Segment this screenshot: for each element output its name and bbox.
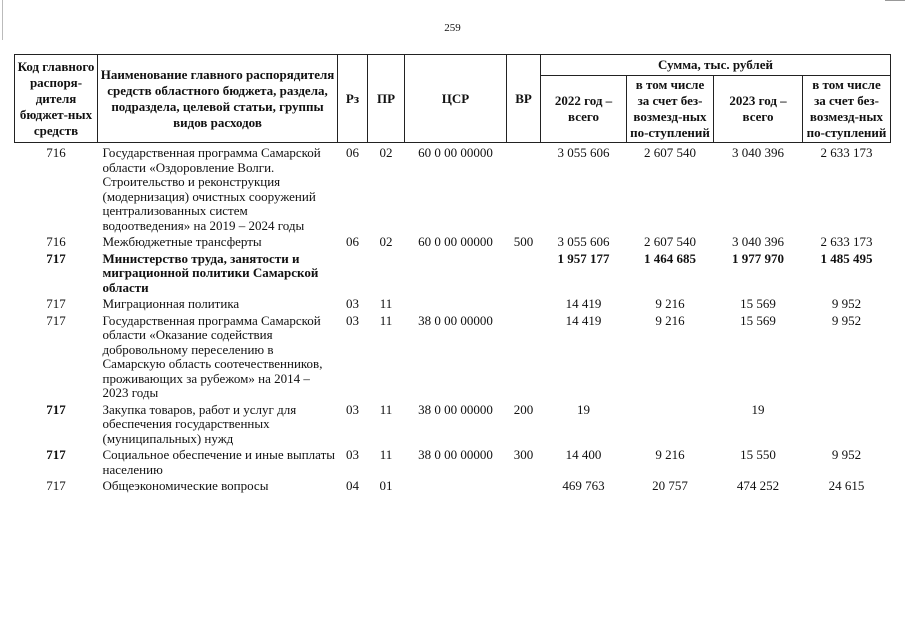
header-csr: ЦСР	[405, 55, 507, 143]
cell-2022-gratuitous: 2 607 540	[644, 234, 696, 249]
cell-code: 717	[46, 401, 66, 417]
cell-csr: 60 0 00 00000	[418, 145, 493, 160]
cell-csr: 38 0 00 00000	[418, 447, 493, 462]
cell-2022-total: 1 957 177	[557, 250, 610, 266]
cell-2022-total: 19	[577, 401, 590, 417]
cell-pr: 02	[379, 145, 393, 160]
cell-2023-gratuitous: 24 615	[828, 478, 865, 493]
cell-pr: 11	[379, 312, 393, 328]
cell-code: 717	[46, 447, 66, 462]
cell-code: 717	[46, 250, 66, 266]
table-row	[15, 234, 891, 251]
cell-2022-total: 3 055 606	[557, 234, 610, 249]
cell-2022-gratuitous: 1 464 685	[644, 250, 696, 266]
table-row	[15, 251, 891, 297]
cell-name: Закупка товаров, работ и услуг для обеспечения государственных (муниципальных) нужд	[102, 401, 297, 446]
cell-vr	[507, 313, 541, 402]
table-row	[15, 447, 891, 478]
scan-edge-mark	[885, 0, 905, 1]
cell-2022-gratuitous: 9 216	[655, 447, 685, 462]
cell-vr	[507, 251, 541, 297]
cell-csr	[405, 296, 507, 313]
header-2023-total: 2023 год – всего	[714, 76, 803, 143]
cell-vr: 300	[513, 447, 534, 462]
cell-csr: 60 0 00 00000	[418, 234, 493, 249]
cell-2023-gratuitous: 9 952	[831, 447, 862, 462]
cell-name: Миграционная политика	[102, 296, 240, 311]
header-name: Наименование главного распорядителя средств областного бюджета, раздела, подраздела, целевой статьи, группы видов расходов	[98, 55, 338, 143]
cell-code: 716	[46, 234, 66, 249]
cell-csr	[405, 251, 507, 297]
cell-rz: 04	[346, 478, 359, 493]
cell-name: Министерство труда, занятости и миграционной политики Самарской области	[102, 250, 319, 295]
cell-csr	[405, 478, 507, 495]
table-row	[15, 143, 891, 235]
cell-pr: 01	[379, 478, 393, 493]
cell-rz: 06	[346, 145, 359, 160]
cell-2022-gratuitous: 9 216	[655, 312, 685, 328]
cell-2023-total: 1 977 970	[732, 250, 784, 266]
cell-name: Государственная программа Самарской области «Оздоровление Волги. Строительство и реконструкция (модернизация) очистных сооружений централизованных систем водоотведения» на 2019 – 2024 годы	[102, 145, 321, 233]
header-pr: ПР	[368, 55, 405, 143]
cell-code: 717	[46, 478, 66, 493]
header-sum: Сумма, тыс. рублей	[541, 55, 891, 76]
cell-2023-gratuitous	[803, 402, 891, 448]
header-2023-gratuitous: в том числе за счет без-возмезд-ных по-ступлений	[803, 76, 891, 143]
cell-code: 717	[46, 296, 66, 311]
cell-2022-total: 3 055 606	[557, 145, 610, 160]
cell-code: 717	[46, 312, 66, 328]
cell-2023-total: 15 569	[740, 296, 776, 311]
header-2022-total: 2022 год – всего	[541, 76, 627, 143]
cell-2022-total: 14 419	[565, 296, 602, 311]
cell-name: Социальное обеспечение и иные выплаты населению	[102, 447, 336, 477]
cell-rz	[338, 251, 368, 297]
cell-2023-total: 19	[751, 401, 765, 417]
cell-2022-gratuitous	[627, 402, 714, 448]
cell-2023-gratuitous: 2 633 173	[820, 145, 873, 160]
cell-name: Межбюджетные трансферты	[102, 234, 262, 249]
cell-vr: 500	[513, 234, 534, 249]
cell-vr	[507, 143, 541, 235]
cell-2023-total: 15 569	[740, 312, 776, 328]
cell-rz: 03	[346, 447, 359, 462]
cell-rz: 03	[346, 312, 359, 328]
budget-table	[14, 54, 891, 495]
cell-2023-gratuitous: 9 952	[831, 312, 862, 328]
cell-vr	[507, 296, 541, 313]
cell-2022-gratuitous: 20 757	[652, 478, 688, 493]
page-number: 259	[444, 22, 461, 34]
header-2022-gratuitous: в том числе за счет без-возмезд-ных по-ступлений	[627, 76, 714, 143]
cell-pr: 11	[379, 447, 393, 462]
cell-2022-gratuitous: 2 607 540	[644, 145, 696, 160]
header-rz: Рз	[338, 55, 368, 143]
table-row	[15, 402, 891, 448]
cell-pr: 11	[379, 401, 393, 417]
cell-2022-total: 469 763	[562, 478, 605, 493]
cell-rz: 03	[346, 401, 359, 417]
cell-2022-gratuitous: 9 216	[655, 296, 685, 311]
cell-name: Общеэкономические вопросы	[102, 478, 269, 493]
table-row	[15, 296, 891, 313]
cell-2023-gratuitous: 2 633 173	[820, 234, 873, 249]
cell-2023-total: 15 550	[740, 447, 776, 462]
cell-csr: 38 0 00 00000	[418, 312, 493, 328]
cell-pr	[368, 251, 405, 297]
scan-edge-mark	[2, 0, 3, 40]
table-row	[15, 478, 891, 495]
cell-2022-total: 14 400	[565, 447, 602, 462]
header-row	[15, 55, 891, 76]
cell-rz: 06	[346, 234, 359, 249]
table-row	[15, 313, 891, 402]
cell-pr: 11	[379, 296, 393, 311]
cell-2023-total: 3 040 396	[732, 234, 784, 249]
cell-2023-total: 474 252	[736, 478, 780, 493]
cell-name: Государственная программа Самарской области «Оказание содействия добровольному переселению в Самарскую область соотечественников, проживающих за рубежом» на 2014 – 2023 годы	[102, 312, 323, 400]
cell-code: 716	[46, 145, 66, 160]
cell-csr: 38 0 00 00000	[418, 401, 493, 417]
cell-2023-gratuitous: 1 485 495	[820, 250, 873, 266]
cell-rz: 03	[346, 296, 359, 311]
header-vr: ВР	[507, 55, 541, 143]
cell-vr: 200	[513, 401, 534, 417]
cell-2022-total: 14 419	[565, 312, 602, 328]
header-code: Код главного распоря-дителя бюджет-ных средств	[15, 55, 98, 143]
cell-vr	[507, 478, 541, 495]
cell-2023-total: 3 040 396	[732, 145, 784, 160]
cell-2023-gratuitous: 9 952	[831, 296, 862, 311]
cell-pr: 02	[379, 234, 393, 249]
